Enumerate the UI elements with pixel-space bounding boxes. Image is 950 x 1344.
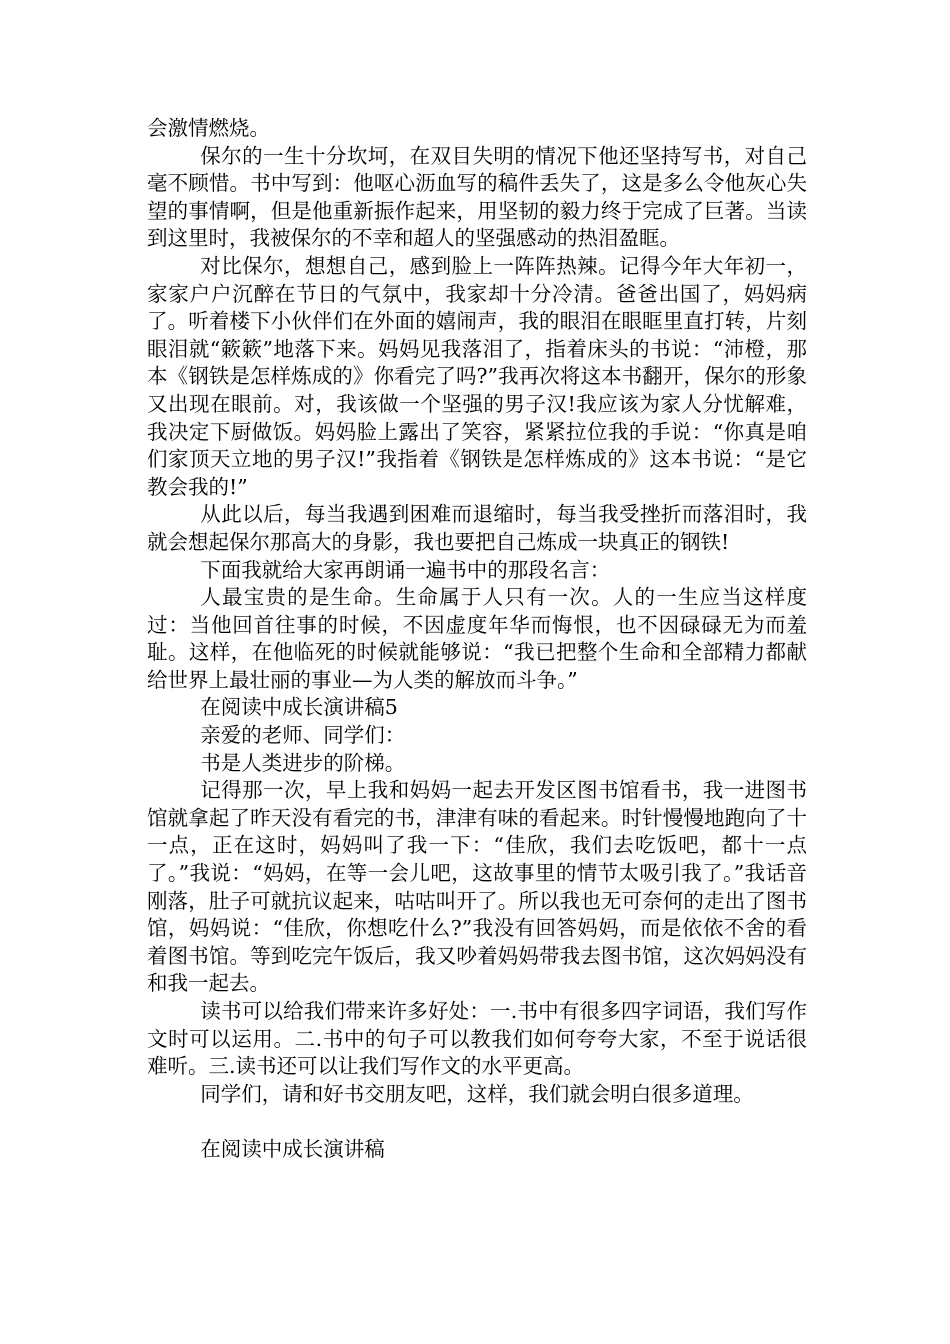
footer-title: 在阅读中成长演讲稿 bbox=[200, 1136, 385, 1161]
paragraph: 对比保尔，想想自己，感到脸上一阵阵热辣。记得今年大年初一，家家户户沉醉在节日的气氛中，我家却十分冷清。爸爸出国了，妈妈病了。听着楼下小伙伴们在外面的嬉闹声，我的眼泪在眼眶里直打转，片刻眼泪就“簌簌”地落下来。妈妈见我落泪了，指着床头的书说：“沛橙，那本《钢铁是怎样炼成的》你看完了吗?”我再次将这本书翻开，保尔的形象又出现在眼前。对，我该做一个坚强的男子汉!我应该为家人分忧解难，我决定下厨做饭。妈妈脸上露出了笑容，紧紧拉位我的手说：“你真是咱们家顶天立地的男子汉!”我指着《钢铁是怎样炼成的》这本书说：“是它教会我的!” bbox=[147, 253, 807, 499]
paragraph: 同学们，请和好书交朋友吧，这样，我们就会明白很多道理。 bbox=[200, 1081, 754, 1106]
quote-paragraph: 人最宝贵的是生命。生命属于人只有一次。人的一生应当这样度过：当他回首往事的时候，不因虚度年华而悔恨，也不因碌碌无为而羞耻。这样，在他临死的时候就能够说：“我已把整个生命和全部精力都献给世界上最壮丽的事业—为人类的解放而斗争。” bbox=[147, 585, 807, 692]
paragraph: 书是人类进步的阶梯。 bbox=[200, 750, 406, 775]
section-heading: 在阅读中成长演讲稿5 bbox=[200, 695, 398, 720]
salutation: 亲爱的老师、同学们： bbox=[200, 723, 406, 748]
paragraph: 从此以后，每当我遇到困难而退缩时，每当我受挫折而落泪时，我就会想起保尔那高大的身影，我也要把自己炼成一块真正的钢铁! bbox=[147, 502, 807, 554]
blank-line bbox=[147, 1108, 807, 1136]
paragraph: 会激情燃烧。 bbox=[147, 116, 270, 140]
paragraph: 记得那一次，早上我和妈妈一起去开发区图书馆看书，我一进图书馆就拿起了昨天没有看完的书，津津有味的看起来。时针慢慢地跑向了十一点，正在这时，妈妈叫了我一下：“佳欣，我们去吃饭吧，都十一点了。”我说：“妈妈，在等一会儿吧，这故事里的情节太吸引我了。”我话音刚落，肚子可就抗议起来，咕咕叫开了。所以我也无可奈何的走出了图书馆，妈妈说：“佳欣，你想吃什么?”我没有回答妈妈，而是依依不舍的看着图书馆。等到吃完午饭后，我又吵着妈妈带我去图书馆，这次妈妈没有和我一起去。 bbox=[147, 778, 807, 996]
paragraph: 下面我就给大家再朗诵一遍书中的那段名言： bbox=[200, 557, 611, 582]
paragraph: 保尔的一生十分坎坷，在双目失明的情况下他还坚持写书，对自己毫不顾惜。书中写到：他呕心沥血写的稿件丢失了，这是多么令他灰心失望的事情啊，但是他重新振作起来，用坚韧的毅力终于完成了巨著。当读到这里时，我被保尔的不幸和超人的坚强感动的热泪盈眶。 bbox=[147, 143, 807, 251]
document-body bbox=[147, 115, 807, 1164]
paragraph: 读书可以给我们带来许多好处：一.书中有很多四字词语，我们写作文时可以运用。二.书中的句子可以教我们如何夸夸大家，不至于说话很难听。三.读书还可以让我们写作文的水平更高。 bbox=[147, 999, 807, 1079]
